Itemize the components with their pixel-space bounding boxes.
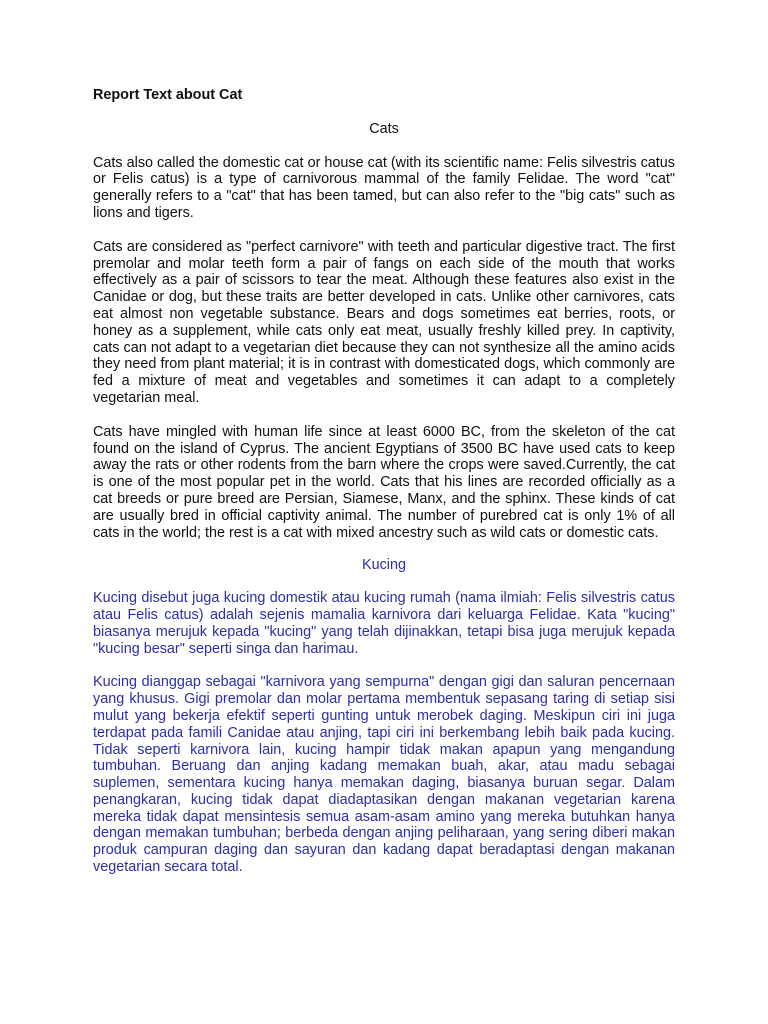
indonesian-paragraph-1: Kucing disebut juga kucing domestik atau kucing rumah (nama ilmiah: Felis silvestris catus atau Felis catus) adalah sejenis mamalia karnivora dari keluarga Felidae. Kata "kucing" biasanya merujuk kepada "kucing" yang telah dijinakkan, tetapi bisa juga merujuk kepada "kucing besar" seperti singa dan harimau.	[93, 590, 675, 657]
document-content	[93, 87, 675, 876]
english-paragraph-1: Cats also called the domestic cat or house cat (with its scientific name: Felis silvestris catus or Felis catus) is a type of carnivorous mammal of the family Felidae. The word "cat" generally refers to a "cat" that has been tamed, but can also refer to the "big cats" such as lions and tigers.	[93, 154, 675, 221]
english-paragraph-3: Cats have mingled with human life since at least 6000 BC, from the skeleton of the cat found on the island of Cyprus. The ancient Egyptians of 3500 BC have used cats to keep away the rats or other rodents from the barn where the crops were saved.Currently, the cat is one of the most popular pet in the world. Cats that his lines are recorded officially as a cat breeds or pure breed are Persian, Siamese, Manx, and the sphinx. These kinds of cat are usually bred in official captivity animal. The number of purebred cat is only 1% of all cats in the world; the rest is a cat with mixed ancestry such as wild cats or domestic cats.	[93, 423, 675, 541]
document-title: Report Text about Cat	[93, 87, 243, 103]
english-section	[93, 155, 675, 542]
indonesian-heading: Kucing	[361, 557, 406, 574]
indonesian-paragraph-2: Kucing dianggap sebagai "karnivora yang sempurna" dengan gigi dan saluran pencernaan yang khusus. Gigi premolar dan molar pertama membentuk sepasang taring di setiap sisi mulut yang bekerja efektif seperti gunting untuk merobek daging. Meskipun ciri ini juga terdapat pada famili Canidae atau anjing, tapi ciri ini berkembang lebih baik pada kucing. Tidak seperti karnivora lain, kucing hampir tidak makan apapun yang mengandung tumbuhan. Beruang dan anjing kadang memakan buah, akar, atau madu sebagai suplemen, sementara kucing hanya memakan daging, biasanya buruan segar. Dalam penangkaran, kucing tidak dapat diadaptasikan dengan makanan vegetarian karena mereka tidak dapat mensintesis semua asam-asam amino yang mereka butuhkan hanya dengan memakan tumbuhan; berbeda dengan anjing peliharaan, yang sering diberi makan produk campuran daging dan sayuran dan kadang dapat beradaptasi dengan makanan vegetarian secara total.	[93, 674, 675, 876]
english-paragraph-2: Cats are considered as "perfect carnivore" with teeth and particular digestive tract. The first premolar and molar teeth form a pair of fangs on each side of the mouth that works effectively as a pair of scissors to tear the meat. Although these features also exist in the Canidae or dog, but these traits are better developed in cats. Unlike other carnivores, cats eat almost non vegetable substance. Bears and dogs sometimes eat berries, roots, or honey as a supplement, while cats only eat meat, usually freshly killed prey. In captivity, cats can not adapt to a vegetarian diet because they can not synthesize all the amino acids they need from plant material; it is in contrast with domesticated dogs, which commonly are fed a mixture of meat and vegetables and sometimes it can adapt to a completely vegetarian meal.	[93, 238, 675, 406]
indonesian-section	[93, 590, 675, 876]
english-heading: Cats	[369, 120, 399, 137]
